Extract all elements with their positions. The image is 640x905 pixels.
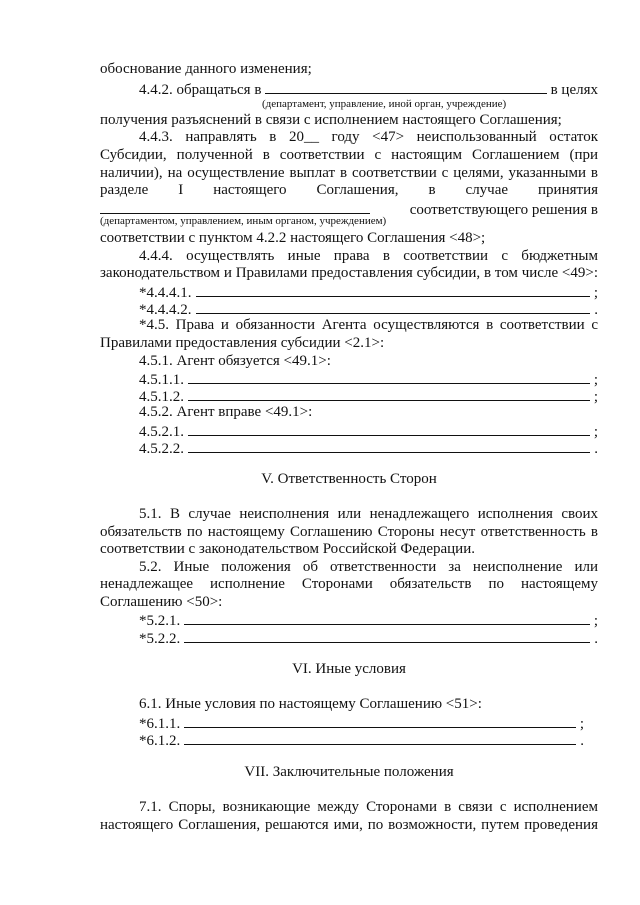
text-line: законодательством и Правилами предоставления субсидии, в том числе <49>: [100, 265, 598, 281]
punctuation: . [594, 302, 598, 318]
text-line: 4.4.4. осуществлять иные права в соответствии с бюджетным [139, 248, 598, 264]
section-heading-vii: VII. Заключительные положения [244, 764, 454, 780]
text-line-spaced [100, 181, 598, 199]
punctuation: ; [593, 285, 598, 301]
word: I [178, 182, 184, 198]
text-line: 5.2. Иные положения об ответственности за неисполнение или [139, 559, 598, 575]
fill-in-blank[interactable] [188, 421, 590, 436]
word: разделе [100, 182, 149, 198]
word: в [428, 182, 436, 198]
text-line: Правилами предоставления субсидии <2.1>: [100, 335, 385, 351]
text-line: 4.4.2. обращаться в [139, 82, 262, 98]
text-line: соответствующего решения в [409, 202, 598, 218]
text-line: 4.5.2. Агент вправе <49.1>: [139, 404, 313, 420]
item-5-2-1 [139, 610, 598, 630]
text-line: соответствии с пунктом 4.2.2 настоящего Соглашения <48>; [100, 230, 486, 246]
text-line: 7.1. Споры, возникающие между Сторонами в связи с исполнением [139, 799, 598, 815]
item-number: *6.1.2. [139, 733, 181, 749]
text-line: Соглашению <50>: [100, 594, 223, 610]
item-6-1-2 [139, 730, 584, 750]
blank-caption: (департамент, управление, иной орган, учреждение) [262, 98, 507, 110]
fill-in-blank[interactable] [188, 386, 590, 401]
text-line: 5.1. В случае неисполнения или ненадлежащего исполнения своих [139, 506, 598, 522]
word: настоящего [213, 182, 287, 198]
item-number: *6.1.1. [139, 716, 181, 732]
fill-in-blank[interactable] [184, 730, 576, 745]
punctuation: ; [579, 716, 584, 732]
fill-in-blank[interactable] [196, 299, 591, 314]
punctuation: . [594, 441, 598, 457]
item-number: *4.4.4.2. [139, 302, 192, 318]
fill-in-blank[interactable] [100, 199, 370, 214]
punctuation: ; [593, 424, 598, 440]
item-5-2-2 [139, 628, 598, 648]
section-heading-vi: VI. Иные условия [292, 661, 406, 677]
item-number: 4.5.1.1. [139, 372, 184, 388]
text-line: Субсидии, полученной в соответствии с настоящим Соглашением (при [100, 147, 598, 163]
punctuation: ; [593, 389, 598, 405]
text-line: получения разъяснений в связи с исполнением настоящего Соглашения; [100, 112, 562, 128]
section-heading-v: V. Ответственность Сторон [261, 471, 437, 487]
fill-in-blank[interactable] [265, 79, 546, 94]
text-line: ненадлежащее исполнение Сторонами обязательств по настоящему [100, 576, 598, 592]
blank-caption: (департаментом, управлением, иным органом, учреждением) [100, 215, 387, 227]
fill-in-blank[interactable] [188, 369, 590, 384]
text-line: обязательств по настоящему Соглашению Стороны несут ответственность в [100, 524, 598, 540]
text-line: настоящего Соглашения, решаются ими, по возможности, путем проведения [100, 817, 598, 833]
word: Соглашения, [316, 182, 399, 198]
text-line: соответствии с законодательством Российской Федерации. [100, 541, 475, 557]
item-4-5-2-2 [139, 438, 598, 458]
fill-in-blank[interactable] [184, 713, 576, 728]
text-line: наличии), на осуществление выплат в соответствии с целями, указанными в [100, 165, 598, 181]
text-line: 4.5.1. Агент обязуется <49.1>: [139, 353, 331, 369]
clause-4-4-2 [139, 79, 598, 99]
text-line: 4.4.3. направлять в 20__ году <47> неиспользованный остаток [139, 129, 598, 145]
word: принятия [538, 182, 598, 198]
word: случае [465, 182, 509, 198]
fill-in-blank[interactable] [184, 610, 590, 625]
text-line: *4.5. Права и обязанности Агента осуществляются в соответствии с [139, 317, 598, 333]
item-number: *5.2.2. [139, 631, 181, 647]
item-number: 4.5.1.2. [139, 389, 184, 405]
punctuation: . [594, 631, 598, 647]
fill-in-blank[interactable] [184, 628, 590, 643]
punctuation: ; [593, 372, 598, 388]
item-number: *4.4.4.1. [139, 285, 192, 301]
punctuation: ; [593, 613, 598, 629]
punctuation: . [580, 733, 584, 749]
item-number: *5.2.1. [139, 613, 181, 629]
text-line: обоснование данного изменения; [100, 61, 312, 77]
fill-in-blank[interactable] [188, 438, 590, 453]
fill-in-blank[interactable] [196, 282, 590, 297]
text-line: в целях [550, 82, 598, 98]
item-number: 4.5.2.1. [139, 424, 184, 440]
text-line: 6.1. Иные условия по настоящему Соглашению <51>: [139, 696, 482, 712]
item-number: 4.5.2.2. [139, 441, 184, 457]
